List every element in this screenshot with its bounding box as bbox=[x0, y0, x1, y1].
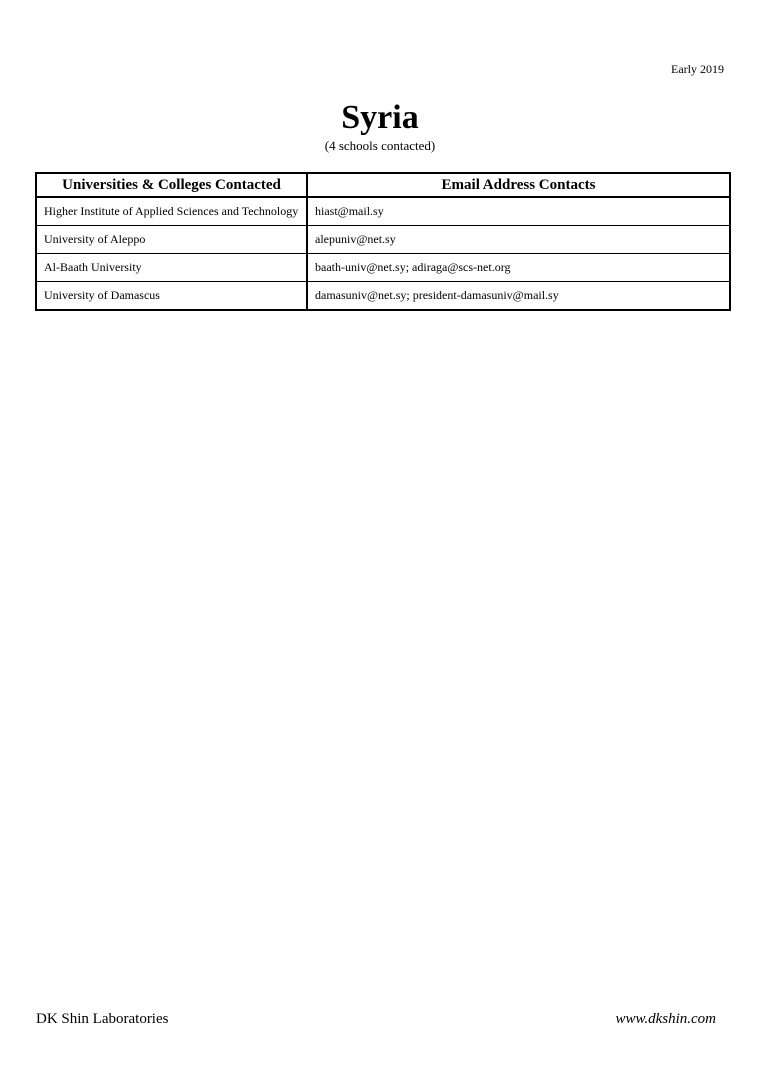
page-title: Syria bbox=[341, 99, 419, 136]
column-header-emails: Email Address Contacts bbox=[307, 173, 730, 197]
school-name: University of Aleppo bbox=[36, 226, 307, 254]
email-contacts: hiast@mail.sy bbox=[307, 197, 730, 226]
page-subtitle: (4 schools contacted) bbox=[324, 138, 436, 153]
table-row bbox=[36, 226, 730, 254]
column-header-schools: Universities & Colleges Contacted bbox=[36, 173, 307, 197]
school-name: Al-Baath University bbox=[36, 254, 307, 282]
email-contacts: alepuniv@net.sy bbox=[307, 226, 730, 254]
email-contacts: baath-univ@net.sy; adiraga@scs-net.org bbox=[307, 254, 730, 282]
footer-organization: DK Shin Laboratories bbox=[36, 1011, 169, 1027]
table-header-row bbox=[36, 173, 730, 197]
contacts-table bbox=[35, 172, 731, 311]
table-row bbox=[36, 197, 730, 226]
table-row bbox=[36, 254, 730, 282]
email-contacts: damasuniv@net.sy; president-damasuniv@mail.sy bbox=[307, 282, 730, 311]
footer-website: www.dkshin.com bbox=[615, 1011, 716, 1027]
document-date: Early 2019 bbox=[671, 62, 724, 76]
school-name: Higher Institute of Applied Sciences and Technology bbox=[36, 197, 307, 226]
table-row bbox=[36, 282, 730, 311]
school-name: University of Damascus bbox=[36, 282, 307, 311]
